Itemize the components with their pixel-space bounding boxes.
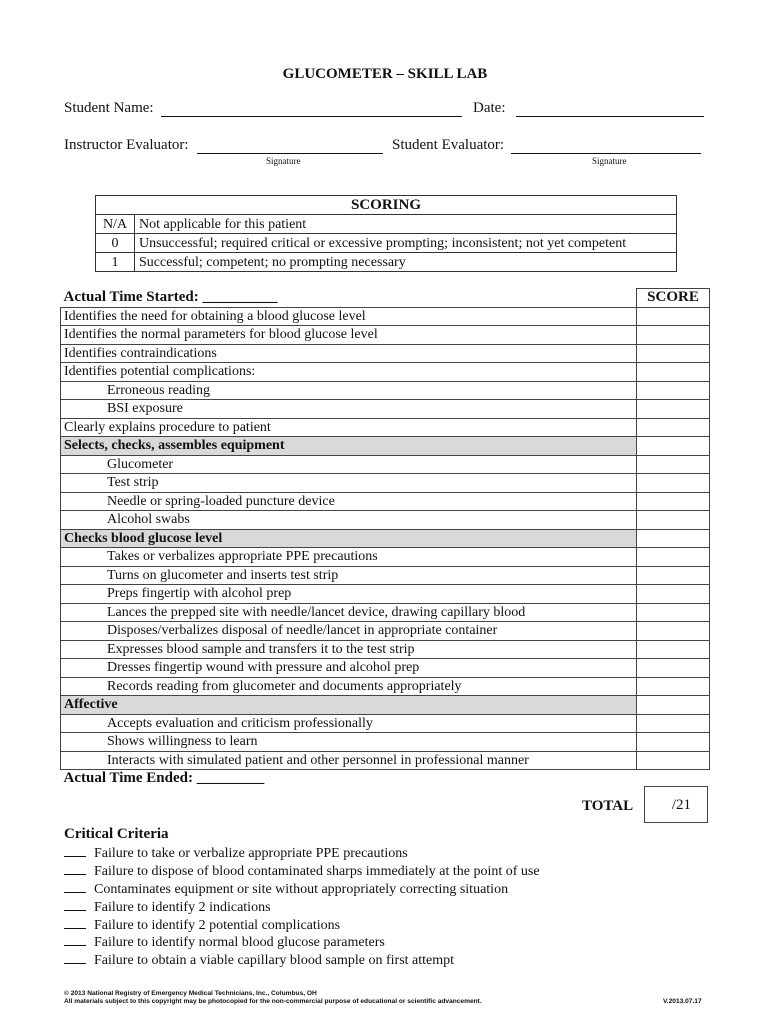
score-cell[interactable] <box>637 511 710 530</box>
section-row <box>61 696 710 715</box>
checklist-item-text: Identifies the need for obtaining a blood glucose level <box>61 307 637 326</box>
checklist-item-text: Identifies the normal parameters for blood glucose level <box>61 326 637 345</box>
checklist-row <box>61 733 710 752</box>
page-title: GLUCOMETER – SKILL LAB <box>282 66 488 82</box>
footer-version: V.2013.07.17 <box>663 998 702 1005</box>
scoring-desc: Not applicable for this patient <box>135 215 677 234</box>
score-cell[interactable] <box>637 659 710 678</box>
checklist-row <box>61 640 710 659</box>
checklist-item-text: Lances the prepped site with needle/lancet device, drawing capillary blood <box>61 603 637 622</box>
checklist-item-text: Disposes/verbalizes disposal of needle/lancet in appropriate container <box>61 622 637 641</box>
criterion-checkbox-line[interactable] <box>64 862 86 875</box>
section-heading: Affective <box>61 696 637 715</box>
criterion-text: Contaminates equipment or site without appropriately correcting situation <box>94 881 509 897</box>
footer-notice: All materials subject to this copyright may be photocopied for the non-commercial purpose of educational or scientific advancement. <box>64 998 482 1005</box>
score-header: SCORE <box>637 289 710 308</box>
score-cell[interactable] <box>637 733 710 752</box>
critical-criterion <box>64 951 540 969</box>
instructor-evaluator-field[interactable] <box>197 139 383 154</box>
checklist-item-text: Dresses fingertip wound with pressure and alcohol prep <box>61 659 637 678</box>
checklist-row <box>61 751 710 770</box>
date-label: Date: <box>473 100 506 116</box>
checklist-item-text: Accepts evaluation and criticism professionally <box>61 714 637 733</box>
scoring-desc: Successful; competent; no prompting necessary <box>135 253 677 272</box>
scoring-row <box>96 234 677 253</box>
checklist-item-text: Records reading from glucometer and documents appropriately <box>61 677 637 696</box>
criterion-text: Failure to obtain a viable capillary blood sample on first attempt <box>94 953 455 969</box>
checklist-row <box>61 677 710 696</box>
scoring-row <box>96 253 677 272</box>
section-row <box>61 437 710 456</box>
student-name-label: Student Name: <box>64 100 154 116</box>
criterion-text: Failure to dispose of blood contaminated sharps immediately at the point of use <box>94 863 540 879</box>
checklist-row <box>61 622 710 641</box>
critical-criterion <box>64 916 540 934</box>
score-cell <box>637 529 710 548</box>
score-cell <box>637 696 710 715</box>
score-cell[interactable] <box>637 603 710 622</box>
checklist-row <box>61 548 710 567</box>
time-ended-row <box>61 770 710 788</box>
total-label: TOTAL <box>582 798 634 814</box>
criterion-checkbox-line[interactable] <box>64 916 86 929</box>
student-name-field[interactable] <box>161 102 462 117</box>
score-cell[interactable] <box>637 677 710 696</box>
checklist-row <box>61 566 710 585</box>
checklist-row <box>61 400 710 419</box>
checklist-item-text: Clearly explains procedure to patient <box>61 418 637 437</box>
score-cell[interactable] <box>637 381 710 400</box>
checklist-item-text: Turns on glucometer and inserts test strip <box>61 566 637 585</box>
scoring-table <box>95 195 677 272</box>
student-evaluator-field[interactable] <box>511 139 701 154</box>
score-cell[interactable] <box>637 326 710 345</box>
critical-criterion <box>64 898 540 916</box>
score-cell[interactable] <box>637 640 710 659</box>
checklist-row <box>61 307 710 326</box>
time-started[interactable]: Actual Time Started: __________ <box>61 289 637 308</box>
checklist-item-text: Expresses blood sample and transfers it to the test strip <box>61 640 637 659</box>
checklist-item-text: Needle or spring-loaded puncture device <box>61 492 637 511</box>
checklist-row <box>61 363 710 382</box>
instructor-evaluator-label: Instructor Evaluator: <box>64 137 189 153</box>
scoring-row <box>96 215 677 234</box>
criterion-checkbox-line[interactable] <box>64 933 86 946</box>
critical-criterion <box>64 862 540 880</box>
checklist-row <box>61 418 710 437</box>
checklist-row <box>61 659 710 678</box>
checklist-row <box>61 511 710 530</box>
score-cell[interactable] <box>637 566 710 585</box>
score-cell[interactable] <box>637 492 710 511</box>
checklist-item-text: Test strip <box>61 474 637 493</box>
checklist-item-text: Identifies potential complications: <box>61 363 637 382</box>
score-cell[interactable] <box>637 585 710 604</box>
instructor-signature-caption: Signature <box>266 156 301 166</box>
criterion-text: Failure to identify 2 potential complications <box>94 917 341 933</box>
critical-criterion <box>64 880 540 898</box>
scoring-code: 1 <box>96 253 135 272</box>
score-cell[interactable] <box>637 400 710 419</box>
section-heading: Checks blood glucose level <box>61 529 637 548</box>
total-score-box[interactable]: /21 <box>644 786 708 823</box>
criterion-checkbox-line[interactable] <box>64 844 86 857</box>
score-cell[interactable] <box>637 751 710 770</box>
checklist-row <box>61 603 710 622</box>
checklist-row <box>61 381 710 400</box>
checklist-row <box>61 326 710 345</box>
checklist-item-text: Preps fingertip with alcohol prep <box>61 585 637 604</box>
criterion-text: Failure to take or verbalize appropriate PPE precautions <box>94 846 408 861</box>
student-evaluator-label: Student Evaluator: <box>392 137 505 153</box>
checklist-item-text: Erroneous reading <box>61 381 637 400</box>
section-row <box>61 529 710 548</box>
checklist-item-text: Takes or verbalizes appropriate PPE precautions <box>61 548 637 567</box>
scoring-title: SCORING <box>96 196 677 215</box>
criterion-checkbox-line[interactable] <box>64 951 86 964</box>
footer-copyright: © 2013 National Registry of Emergency Medical Technicians, Inc., Columbus, OH <box>64 990 317 997</box>
checklist-item-text: Interacts with simulated patient and other personnel in professional manner <box>61 751 637 770</box>
score-cell[interactable] <box>637 548 710 567</box>
student-signature-caption: Signature <box>592 156 627 166</box>
checklist-table <box>60 288 710 788</box>
score-cell <box>637 437 710 456</box>
checklist-row <box>61 585 710 604</box>
scoring-code: N/A <box>96 215 135 234</box>
criterion-checkbox-line[interactable] <box>64 880 86 893</box>
criterion-checkbox-line[interactable] <box>64 898 86 911</box>
score-cell[interactable] <box>637 363 710 382</box>
checklist-item-text: Shows willingness to learn <box>61 733 637 752</box>
score-cell[interactable] <box>637 622 710 641</box>
checklist-item-text: Identifies contraindications <box>61 344 637 363</box>
score-cell[interactable] <box>637 714 710 733</box>
critical-criterion <box>64 844 540 862</box>
checklist-row <box>61 455 710 474</box>
checklist-row <box>61 492 710 511</box>
score-cell[interactable] <box>637 455 710 474</box>
critical-criterion <box>64 933 540 951</box>
checklist-row <box>61 344 710 363</box>
checklist-item-text: BSI exposure <box>61 400 637 419</box>
score-cell[interactable] <box>637 418 710 437</box>
checklist-item-text: Glucometer <box>61 455 637 474</box>
criterion-text: Failure to identify 2 indications <box>94 899 271 915</box>
scoring-desc: Unsuccessful; required critical or excessive prompting; inconsistent; not yet competent <box>135 234 677 253</box>
critical-criteria-title: Critical Criteria <box>64 826 169 842</box>
checklist-item-text: Alcohol swabs <box>61 511 637 530</box>
score-cell[interactable] <box>637 474 710 493</box>
section-heading: Selects, checks, assembles equipment <box>61 437 637 456</box>
score-cell[interactable] <box>637 344 710 363</box>
empty-cell <box>637 770 710 788</box>
time-ended[interactable]: Actual Time Ended: _________ <box>61 770 637 788</box>
score-cell[interactable] <box>637 307 710 326</box>
checklist-row <box>61 474 710 493</box>
checklist-row <box>61 714 710 733</box>
scoring-code: 0 <box>96 234 135 253</box>
time-started-row <box>61 289 710 308</box>
critical-criteria-list <box>64 844 540 969</box>
date-field[interactable] <box>516 102 704 117</box>
criterion-text: Failure to identify normal blood glucose parameters <box>94 935 385 951</box>
